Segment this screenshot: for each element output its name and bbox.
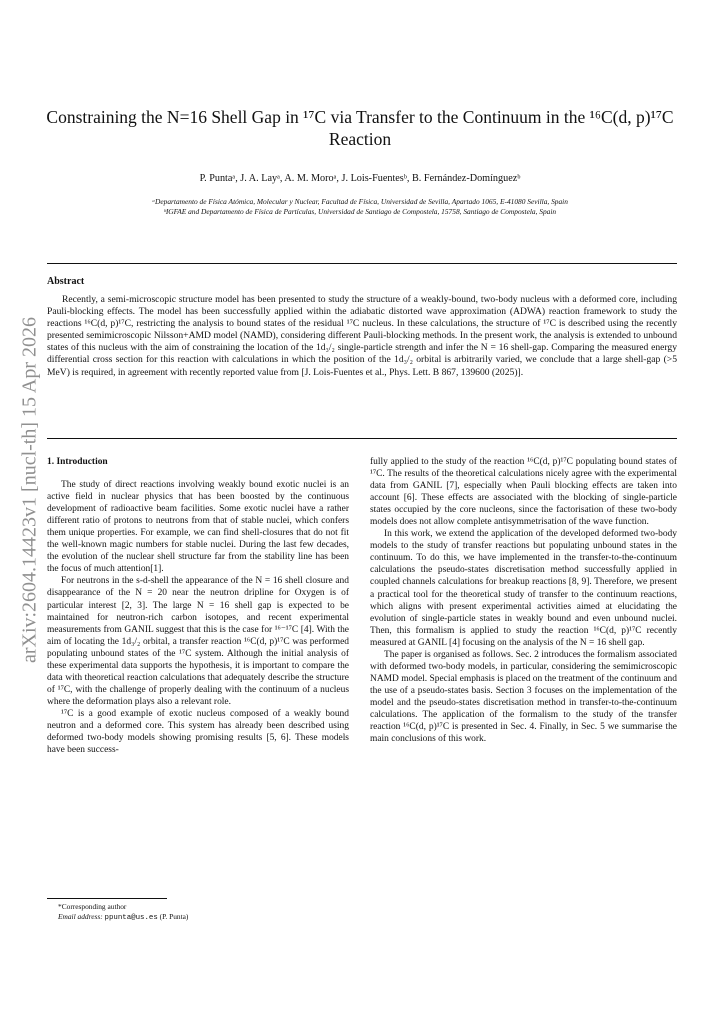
abstract-bottom-rule [47, 438, 677, 439]
email-owner: (P. Punta) [159, 912, 189, 921]
paragraph: In this work, we extend the application of the developed deformed two-body models to the study of transfer reactions but populating unbound states in the continuum. To do this, we have implemented in the transfer-to-the-continuum calculations the pseudo-states discretisation method successfully applied in coupled channels calculations for breakup reactions [8, 9]. Therefore, we present a practical tool for the theoretical study of transfer to the continuum reactions, which aligns with present experimental activities aimed at elucidating the evolution of single-particle states in weakly bound and even unbound nuclei. Then, this formalism is applied to study the reaction ¹⁶C(d, p)¹⁷C recently measured at GANIL [4] focusing on the analysis of the N = 16 shell gap. [370, 529, 677, 648]
corresponding-author-note: *Corresponding author [58, 902, 127, 911]
paragraph: For neutrons in the s-d-shell the appearance of the N = 16 shell closure and disappearance of the N = 20 near the neutron dripline for Oxygen is of particular interest [2, 3]. The large N = 16 shell gap is expected to be maintained for neutron-rich carbon isotopes, and recent experimental measurements from GANIL suggest that this is the case for ¹⁶⁻¹⁷C [4]. With the aim of locating the 1d₃/₂ orbital, a transfer reaction ¹⁶C(d, p)¹⁷C was performed populating unbound states of the ¹⁷C system. Although the initial analysis of these experimental data supports the hypothesis, it is important to compare the data with theoretical reaction calculations that adequately describe the structure of ¹⁷C, with the challenge of properly dealing with the continuum of a nucleus where the deformation plays also a relevant role. [47, 576, 349, 707]
left-column [47, 456, 349, 756]
footnote-rule [47, 898, 167, 899]
email-line [58, 912, 188, 923]
paragraph: The paper is organised as follows. Sec. 2 introduces the formalism associated with deformed two-body models, in particular, considering the semimicroscopic NAMD model. Special emphasis is placed on the treatment of the continuum and the use of a pseudo-states basis. Section 3 focuses on the implementation of the model and the pseudo-states discretisation method in transfer-to-the-continuum calculations. The application of the formalism to the study of the transfer reaction ¹⁶C(d, p)¹⁷C is presented in Sec. 4. Finally, in Sec. 5 we summarise the main conclusions of this work. [370, 649, 677, 745]
arxiv-identifier: arXiv:2604.14423v1 [nucl-th] 15 Apr 2026 [18, 316, 41, 664]
paragraph: fully applied to the study of the reaction ¹⁶C(d, p)¹⁷C populating bound states of ¹⁷C. The results of the theoretical calculations nicely agree with the experimental data from GANIL [7], especially when Pauli blocking effects are taken into account [6]. These effects are associated with the blocking of single-particle states occupied by the core nucleons, since the factorisation of these two-body models does not allow complete antisymmetrisation of the wave function. [370, 457, 677, 528]
author-list: P. Puntaᵃ, J. A. Layᵃ, A. M. Moroᵃ, J. Lois-Fuentesᵇ, B. Fernández-Domínguezᵇ [199, 173, 521, 184]
right-column [370, 456, 677, 745]
email-address[interactable]: ppunta@us.es [104, 914, 158, 922]
abstract-heading: Abstract [47, 276, 85, 287]
section-heading: 1. Introduction [47, 457, 108, 467]
paragraph: ¹⁷C is a good example of exotic nucleus composed of a weakly bound neutron and a deformed core. This system has already been described using deformed two-body models showing promising results [5, 6]. These models have been success- [47, 708, 349, 756]
email-label: Email address: [58, 912, 103, 921]
abstract-top-rule [47, 263, 677, 264]
footnote [58, 902, 188, 923]
paragraph: The study of direct reactions involving weakly bound exotic nuclei is an active field in nuclear physics that has been boosted by the continuous development of radioactive beam facilities. Some exotic nuclei have a rather different ratio of protons to neutrons from that of stable nuclei, which confers them unique properties. For example, we can find shell-closures that do not fit the well-known magic numbers for stable nuclei. During the last few decades, the evolution of the nuclear shell structure far from the stability line has been the focus of much attention[1]. [47, 480, 349, 575]
affiliation-a: ᵃDepartamento de Física Atómica, Molecular y Nuclear, Facultad de Física, Universidad de Sevilla, Apartado 1065, E-41080 Sevilla, Spain [152, 197, 568, 206]
affiliation-b: ᵇIGFAE and Departamento de Física de Partículas, Universidad de Santiago de Compostela, 15758, Santiago de Compostela, Spain [163, 207, 557, 216]
affiliations [40, 197, 680, 217]
paper-title: Constraining the N=16 Shell Gap in ¹⁷C via Transfer to the Continuum in the ¹⁶C(d, p)¹⁷C Reaction [46, 107, 674, 149]
abstract-text: Recently, a semi-microscopic structure model has been presented to study the structure of a weakly-bound, two-body nucleus with a deformed core, including Pauli-blocking effects. The model has been successfully applied within the adiabatic distorted wave approximation (ADWA) reaction framework to study the reactions ¹⁶C(d, p)¹⁷C, restricting the analysis to bound states of the residual ¹⁷C nucleus. In these calculations, the structure of ¹⁷C is described using the recently presented semimicroscopic Nilsson+AMD model (NAMD), considering different Pauli-blocking methods. In the present work, the analysis is extended to unbound states of this nucleus with the aim of constraining the location of the 1d₃/₂ single-particle strength and infer the N = 16 shell-gap. Comparing the measured energy differential cross section for this reaction with calculations in which the position of the 1d₃/₂ orbital is arbitrarily varied, we conclude that a large shell-gap (>5 MeV) is required, in agreement with recently reported value from [J. Lois-Fuentes et al., Phys. Lett. B 867, 139600 (2025)]. [47, 294, 677, 378]
